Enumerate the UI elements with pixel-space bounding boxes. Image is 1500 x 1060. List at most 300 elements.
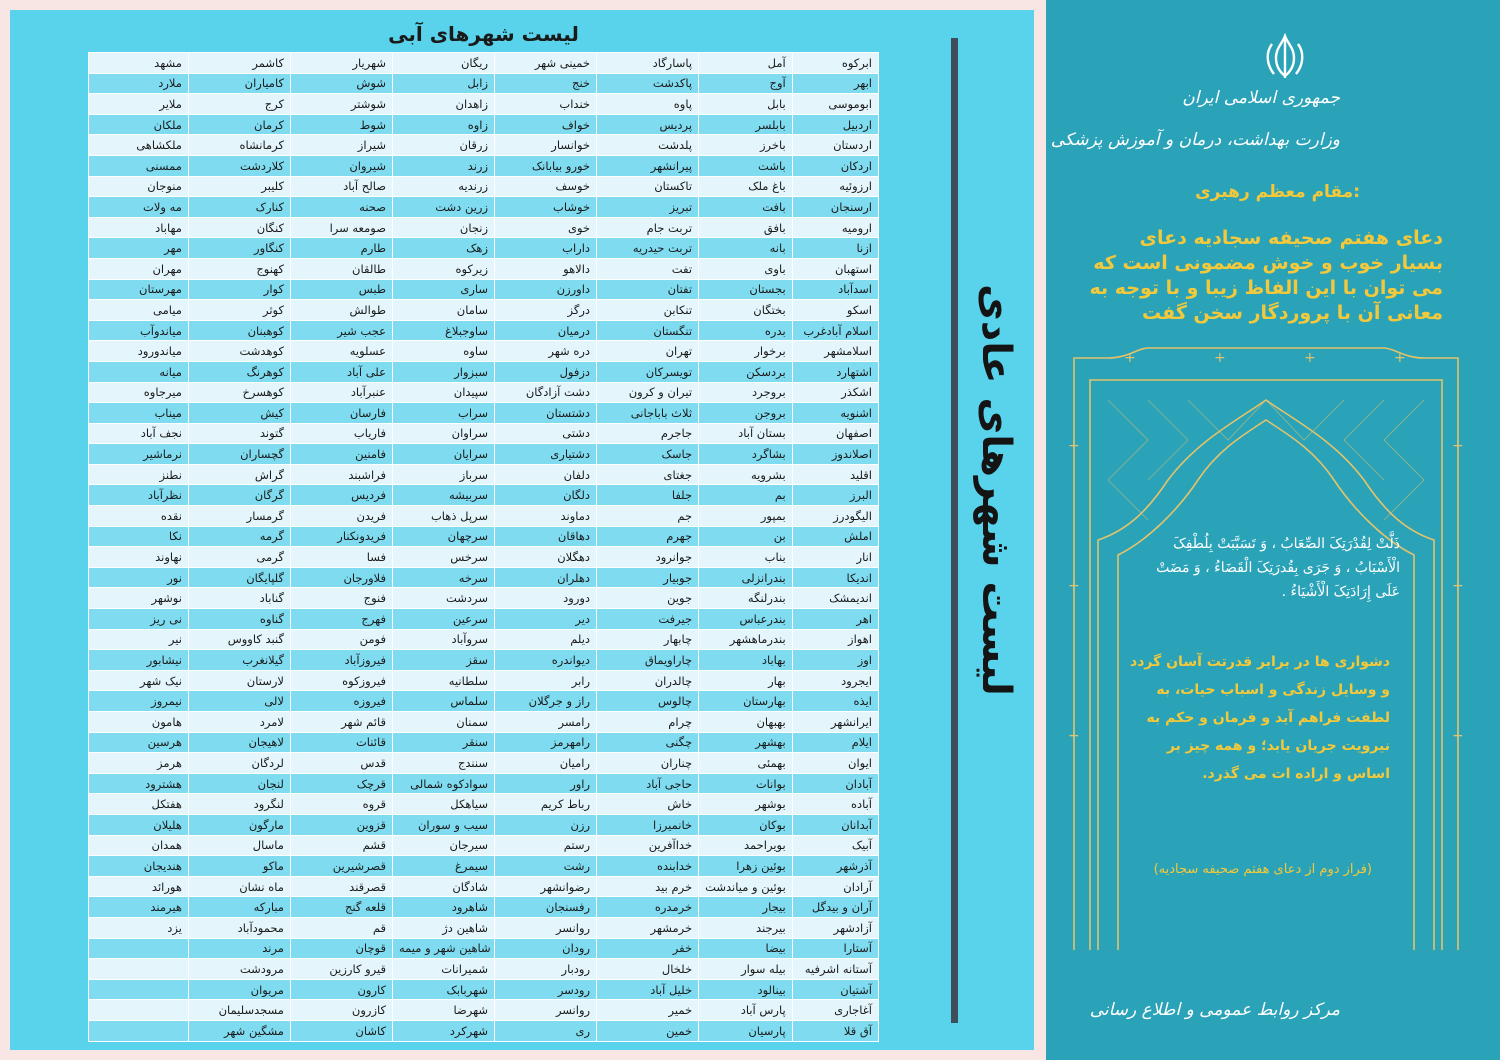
- city-cell: بوکان: [699, 814, 793, 835]
- city-cell: سردشت: [392, 588, 494, 609]
- city-cell: اسلامشهر: [792, 341, 878, 362]
- city-cell: راور: [495, 773, 597, 794]
- city-cell: رستم: [495, 835, 597, 856]
- city-cell: رشت: [495, 856, 597, 877]
- city-cell: داراب: [495, 238, 597, 259]
- city-cell: بشاگرد: [699, 444, 793, 465]
- city-cell: میانه: [89, 361, 189, 382]
- city-cell: اندیمشک: [792, 588, 878, 609]
- city-cell: ارومیه: [792, 217, 878, 238]
- city-cell: زرین دشت: [392, 197, 494, 218]
- city-cell: زرندیه: [392, 176, 494, 197]
- table-row: [89, 609, 879, 630]
- city-cell: کوهبنان: [188, 320, 290, 341]
- city-cell: بانه: [699, 238, 793, 259]
- city-cell: لالی: [188, 691, 290, 712]
- city-cell: بندرماهشهر: [699, 629, 793, 650]
- table-row: [89, 979, 879, 1000]
- table-row: [89, 258, 879, 279]
- decorative-arch-frame: [1068, 340, 1464, 950]
- city-cell: چگنی: [597, 732, 699, 753]
- city-cell: دیواندره: [495, 650, 597, 671]
- table-row: [89, 238, 879, 259]
- city-cell: ابرکوه: [792, 53, 878, 74]
- city-cell: تهران: [597, 341, 699, 362]
- city-cell: بجستان: [699, 279, 793, 300]
- city-cell: رامهرمز: [495, 732, 597, 753]
- city-cell: خنداب: [495, 94, 597, 115]
- city-cell: سیاهکل: [392, 794, 494, 815]
- city-cell: شهرضا: [392, 1000, 494, 1021]
- city-cell: روانسر: [495, 1000, 597, 1021]
- city-cell: تفت: [597, 258, 699, 279]
- city-cell: دشتی: [495, 423, 597, 444]
- city-cell: مریوان: [188, 979, 290, 1000]
- city-cell: سرعین: [392, 609, 494, 630]
- city-cell: خواف: [495, 114, 597, 135]
- city-cell: شاهین شهر و میمه: [392, 938, 494, 959]
- arabic-prayer-text: ذَلَّتْ لِقُدْرَتِکَ الصِّعَابُ ، وَ تَسَبَّبَتْ بِلُطْفِکَ الْأَسْبَابُ ، وَ جَرَی بِقُدرَتِکَ الْقَضَاءُ ، وَ مَضَتْ عَلَی إِرَادَتِکَ الْأَشْیَاءُ .: [1156, 536, 1400, 600]
- city-cell: جم: [597, 506, 699, 527]
- city-cell: جغتای: [597, 464, 699, 485]
- city-cell: آشتیان: [792, 979, 878, 1000]
- city-cell: خوی: [495, 217, 597, 238]
- city-cell: بهاباد: [699, 650, 793, 671]
- city-cell: کارون: [290, 979, 392, 1000]
- city-cell: مهاباد: [89, 217, 189, 238]
- city-cell: لنگرود: [188, 794, 290, 815]
- city-cell: خاش: [597, 794, 699, 815]
- city-cell: خلیل آباد: [597, 979, 699, 1000]
- city-cell: ارزوئیه: [792, 176, 878, 197]
- city-cell: خمینی شهر: [495, 53, 597, 74]
- city-cell: آوج: [699, 73, 793, 94]
- table-row: [89, 217, 879, 238]
- city-cell: قائنات: [290, 732, 392, 753]
- title-divider: [951, 38, 958, 1023]
- city-cell: خرم بید: [597, 876, 699, 897]
- city-cell: صومعه سرا: [290, 217, 392, 238]
- city-cell: مهر: [89, 238, 189, 259]
- table-row: [89, 403, 879, 424]
- city-cell: سرخس: [392, 547, 494, 568]
- city-cell: پاوه: [597, 94, 699, 115]
- prayer-source: (فراز دوم از دعای هفتم صحیفه سجادیه): [1153, 862, 1372, 877]
- city-cell: ایجرود: [792, 670, 878, 691]
- city-cell: گچساران: [188, 444, 290, 465]
- city-cell: لارستان: [188, 670, 290, 691]
- city-cell: ایرانشهر: [792, 712, 878, 733]
- city-cell: جلفا: [597, 485, 699, 506]
- city-cell: میاندوآب: [89, 320, 189, 341]
- city-cell: هرمز: [89, 753, 189, 774]
- city-cell: پیرانشهر: [597, 155, 699, 176]
- city-cell: بهشهر: [699, 732, 793, 753]
- city-cell: مرودشت: [188, 959, 290, 980]
- city-cell: چالدران: [597, 670, 699, 691]
- city-cell: دلگان: [495, 485, 597, 506]
- city-cell: پارسیان: [699, 1020, 793, 1041]
- city-cell: باشت: [699, 155, 793, 176]
- city-cell: بافت: [699, 197, 793, 218]
- city-cell: شوش: [290, 73, 392, 94]
- city-cell: تنگستان: [597, 320, 699, 341]
- city-cell: عنبرآباد: [290, 382, 392, 403]
- city-cell: پلدشت: [597, 135, 699, 156]
- city-cell: انار: [792, 547, 878, 568]
- city-cell: نکا: [89, 526, 189, 547]
- table-row: [89, 155, 879, 176]
- city-cell: درگز: [495, 300, 597, 321]
- city-cell: کوهدشت: [188, 341, 290, 362]
- city-cell: بهبهان: [699, 712, 793, 733]
- city-cell: خورو بیابانک: [495, 155, 597, 176]
- city-cell: آستارا: [792, 938, 878, 959]
- city-cell: بندرلنگه: [699, 588, 793, 609]
- city-cell: خوشاب: [495, 197, 597, 218]
- ministry-name: وزارت بهداشت، درمان و آموزش پزشکی: [1050, 130, 1340, 150]
- public-relations-footer: مرکز روابط عمومی و اطلاع رسانی: [1089, 1000, 1340, 1020]
- city-cell: گنبد کاووس: [188, 629, 290, 650]
- table-row: [89, 650, 879, 671]
- blue-cities-section: [88, 16, 879, 1042]
- table-row: [89, 1000, 879, 1021]
- city-cell: قائم شهر: [290, 712, 392, 733]
- city-cell: بستان آباد: [699, 423, 793, 444]
- table-row: [89, 835, 879, 856]
- city-cell: گتوند: [188, 423, 290, 444]
- city-cell: شهرکرد: [392, 1020, 494, 1041]
- persian-translation: دشواری ها در برابر قدرتت آسان گردد و وسایل زندگی و اسباب حیات، به لطفت فراهم آید و فرمان و حکم به نیرویت جریان یابد؛ و همه چیز بر اساس و اراده ات می گذرد.: [1130, 654, 1390, 782]
- city-cell: رودبار: [495, 959, 597, 980]
- city-cell: ازنا: [792, 238, 878, 259]
- blue-cities-table: [88, 52, 879, 1042]
- city-cell: اسکو: [792, 300, 878, 321]
- country-name: جمهوری اسلامی ایران: [1182, 88, 1340, 108]
- city-cell: اردکان: [792, 155, 878, 176]
- city-cell: رودان: [495, 938, 597, 959]
- city-cell: گرمسار: [188, 506, 290, 527]
- svg-text:+: +: [1394, 350, 1406, 366]
- table-row: [89, 176, 879, 197]
- city-cell: سربیشه: [392, 485, 494, 506]
- city-cell: خمین: [597, 1020, 699, 1041]
- city-cell: ماسال: [188, 835, 290, 856]
- city-cell: فومن: [290, 629, 392, 650]
- city-cell: سرایان: [392, 444, 494, 465]
- city-cell: قصرقند: [290, 876, 392, 897]
- city-cell: خمیر: [597, 1000, 699, 1021]
- city-cell: بوئین و میاندشت: [699, 876, 793, 897]
- city-cell: دهلران: [495, 567, 597, 588]
- city-cell: کاشمر: [188, 53, 290, 74]
- svg-text:+: +: [1452, 438, 1464, 454]
- city-cell: بن: [699, 526, 793, 547]
- city-cell: بدره: [699, 320, 793, 341]
- city-cell: چرام: [597, 712, 699, 733]
- city-cell: کرمانشاه: [188, 135, 290, 156]
- city-cell: آرادان: [792, 876, 878, 897]
- city-cell: گناباد: [188, 588, 290, 609]
- city-cell: کوهرنگ: [188, 361, 290, 382]
- city-cell: سرباز: [392, 464, 494, 485]
- city-cell: نرماشیر: [89, 444, 189, 465]
- table-row: [89, 485, 879, 506]
- city-cell: دزفول: [495, 361, 597, 382]
- city-cell: مارگون: [188, 814, 290, 835]
- city-cell: شیراز: [290, 135, 392, 156]
- city-cell: اصلاندوز: [792, 444, 878, 465]
- table-row: [89, 794, 879, 815]
- city-cell: دورود: [495, 588, 597, 609]
- city-cell: زاوه: [392, 114, 494, 135]
- table-row: [89, 382, 879, 403]
- city-cell: دلفان: [495, 464, 597, 485]
- city-cell: خلخال: [597, 959, 699, 980]
- city-cell: رفسنجان: [495, 897, 597, 918]
- city-cell: ماه نشان: [188, 876, 290, 897]
- city-cell: نور: [89, 567, 189, 588]
- city-cell: زابل: [392, 73, 494, 94]
- city-cell: پردیس: [597, 114, 699, 135]
- city-cell: زرقان: [392, 135, 494, 156]
- table-row: [89, 732, 879, 753]
- city-cell: رامسر: [495, 712, 597, 733]
- table-row: [89, 691, 879, 712]
- city-cell: خدابنده: [597, 856, 699, 877]
- table-row: [89, 938, 879, 959]
- city-cell: آستانه اشرفیه: [792, 959, 878, 980]
- city-cell: باغ ملک: [699, 176, 793, 197]
- city-cell: مهرستان: [89, 279, 189, 300]
- city-cell: شمیرانات: [392, 959, 494, 980]
- city-cell: آمل: [699, 53, 793, 74]
- city-cell: اهواز: [792, 629, 878, 650]
- city-cell: سنقر: [392, 732, 494, 753]
- city-cell: سیمرغ: [392, 856, 494, 877]
- city-cell: ساوجبلاغ: [392, 320, 494, 341]
- city-cell: کوثر: [188, 300, 290, 321]
- table-row: [89, 279, 879, 300]
- city-cell: نهاوند: [89, 547, 189, 568]
- table-row: [89, 73, 879, 94]
- city-cell: لردگان: [188, 753, 290, 774]
- city-cell: قیرو کارزین: [290, 959, 392, 980]
- table-row: [89, 464, 879, 485]
- city-cell: قدس: [290, 753, 392, 774]
- city-cell: هرسین: [89, 732, 189, 753]
- city-cell: دهگلان: [495, 547, 597, 568]
- city-cell: نوشهر: [89, 588, 189, 609]
- table-row: [89, 670, 879, 691]
- city-cell: کاشان: [290, 1020, 392, 1041]
- city-cell: آبدانان: [792, 814, 878, 835]
- city-cell: طالقان: [290, 258, 392, 279]
- city-cell: آران و بیدگل: [792, 897, 878, 918]
- table-row: [89, 814, 879, 835]
- city-cell: سوادکوه شمالی: [392, 773, 494, 794]
- city-cell: صالح آباد: [290, 176, 392, 197]
- city-cell: سپیدان: [392, 382, 494, 403]
- city-cell: ملکشاهی: [89, 135, 189, 156]
- table-row: [89, 959, 879, 980]
- city-cell: اسلام آبادغرب: [792, 320, 878, 341]
- table-row: [89, 300, 879, 321]
- city-cell: تفتان: [597, 279, 699, 300]
- city-cell: ریگان: [392, 53, 494, 74]
- city-cell: بیضا: [699, 938, 793, 959]
- city-cell: مسجدسلیمان: [188, 1000, 290, 1021]
- city-cell: ابوموسی: [792, 94, 878, 115]
- city-cell: دیلم: [495, 629, 597, 650]
- city-cell: سقز: [392, 650, 494, 671]
- table-row: [89, 53, 879, 74]
- city-cell: برخوار: [699, 341, 793, 362]
- city-cell: اشنویه: [792, 403, 878, 424]
- city-cell: محمودآباد: [188, 917, 290, 938]
- city-cell: کوار: [188, 279, 290, 300]
- city-cell: جوانرود: [597, 547, 699, 568]
- city-cell: خرمشهر: [597, 917, 699, 938]
- city-cell: نی ریز: [89, 609, 189, 630]
- city-cell: دشتستان: [495, 403, 597, 424]
- city-cell: بروجن: [699, 403, 793, 424]
- city-cell: خوسف: [495, 176, 597, 197]
- city-cell: ایوان: [792, 753, 878, 774]
- city-cell: خفر: [597, 938, 699, 959]
- city-cell: فیروزکوه: [290, 670, 392, 691]
- city-cell: درمیان: [495, 320, 597, 341]
- city-cell: چناران: [597, 753, 699, 774]
- table-row: [89, 753, 879, 774]
- city-cell: کهنوج: [188, 258, 290, 279]
- city-cell: جهرم: [597, 526, 699, 547]
- city-cell: جاجرم: [597, 423, 699, 444]
- city-cell: گیلانغرب: [188, 650, 290, 671]
- city-cell: سیب و سوران: [392, 814, 494, 835]
- city-cell: ثلاث باباجانی: [597, 403, 699, 424]
- table-row: [89, 423, 879, 444]
- city-cell: بشرویه: [699, 464, 793, 485]
- city-cell: دشتیاری: [495, 444, 597, 465]
- city-cell: گرگان: [188, 485, 290, 506]
- table-row: [89, 114, 879, 135]
- city-cell: بندرعباس: [699, 609, 793, 630]
- city-cell: دره شهر: [495, 341, 597, 362]
- city-cell: میرجاوه: [89, 382, 189, 403]
- city-cell: خرمدره: [597, 897, 699, 918]
- svg-text:+: +: [1452, 578, 1464, 594]
- city-cell: سرچهان: [392, 526, 494, 547]
- city-cell: اردستان: [792, 135, 878, 156]
- city-cell: مهران: [89, 258, 189, 279]
- city-cell: سیرجان: [392, 835, 494, 856]
- city-cell: بختگان: [699, 300, 793, 321]
- city-cell: آبیک: [792, 835, 878, 856]
- city-cell: منوجان: [89, 176, 189, 197]
- city-cell: فردیس: [290, 485, 392, 506]
- city-cell: میاندورود: [89, 341, 189, 362]
- city-cell: فهرج: [290, 609, 392, 630]
- city-cell: آزادشهر: [792, 917, 878, 938]
- table-row: [89, 320, 879, 341]
- city-cell: طبس: [290, 279, 392, 300]
- city-cell: البرز: [792, 485, 878, 506]
- city-cell: اصفهان: [792, 423, 878, 444]
- city-cell: سرخه: [392, 567, 494, 588]
- city-cell: ملایر: [89, 94, 189, 115]
- city-cell: راز و جرگلان: [495, 691, 597, 712]
- city-cell: تویسرکان: [597, 361, 699, 382]
- city-cell: کنارک: [188, 197, 290, 218]
- city-cell: مرند: [188, 938, 290, 959]
- city-cell: املش: [792, 526, 878, 547]
- leader-label: مقام معظم رهبری:: [1195, 182, 1360, 202]
- city-cell: تاکستان: [597, 176, 699, 197]
- city-cell: فریدن: [290, 506, 392, 527]
- city-cell: بردسکن: [699, 361, 793, 382]
- city-cell: بیله سوار: [699, 959, 793, 980]
- city-cell: بوئین زهرا: [699, 856, 793, 877]
- city-cell: خنج: [495, 73, 597, 94]
- city-cell: نیک شهر: [89, 670, 189, 691]
- blue-cities-title: لیست شهرهای آبی: [388, 22, 579, 46]
- svg-text:+: +: [1068, 578, 1080, 594]
- city-cell: میامی: [89, 300, 189, 321]
- svg-text:+: +: [1124, 350, 1136, 366]
- city-cell: کوهسرخ: [188, 382, 290, 403]
- city-cell: تنکابن: [597, 300, 699, 321]
- city-cell: هیرمند: [89, 897, 189, 918]
- city-cell: ساوه: [392, 341, 494, 362]
- city-cell: سبزوار: [392, 361, 494, 382]
- city-cell: بهمئی: [699, 753, 793, 774]
- city-cell: زیرکوه: [392, 258, 494, 279]
- city-cell: دالاهو: [495, 258, 597, 279]
- city-cell: ری: [495, 1020, 597, 1041]
- city-cell: شاهین دژ: [392, 917, 494, 938]
- city-cell: یزد: [89, 917, 189, 938]
- table-row: [89, 712, 879, 733]
- city-cell: کنگان: [188, 217, 290, 238]
- city-cell: دماوند: [495, 506, 597, 527]
- city-cell: شیروان: [290, 155, 392, 176]
- city-cell: گناوه: [188, 609, 290, 630]
- city-cell: هلیلان: [89, 814, 189, 835]
- city-cell: خانمیرزا: [597, 814, 699, 835]
- city-cell: اوز: [792, 650, 878, 671]
- city-cell: نجف آباد: [89, 423, 189, 444]
- city-cell: اشتهارد: [792, 361, 878, 382]
- city-cell: کرمان: [188, 114, 290, 135]
- city-cell: ارسنجان: [792, 197, 878, 218]
- city-cell: قصرشیرین: [290, 856, 392, 877]
- city-cell: قرچک: [290, 773, 392, 794]
- table-row: [89, 361, 879, 382]
- city-cell: بوانات: [699, 773, 793, 794]
- city-cell: میناب: [89, 403, 189, 424]
- city-cell: پاکدشت: [597, 73, 699, 94]
- city-cell: تیران و کرون: [597, 382, 699, 403]
- city-cell: سمنان: [392, 712, 494, 733]
- city-cell: [89, 979, 189, 1000]
- city-cell: عسلویه: [290, 341, 392, 362]
- city-cell: همدان: [89, 835, 189, 856]
- city-cell: علی آباد: [290, 361, 392, 382]
- city-cell: ملکان: [89, 114, 189, 135]
- table-row: [89, 588, 879, 609]
- svg-text:+: +: [1452, 728, 1464, 744]
